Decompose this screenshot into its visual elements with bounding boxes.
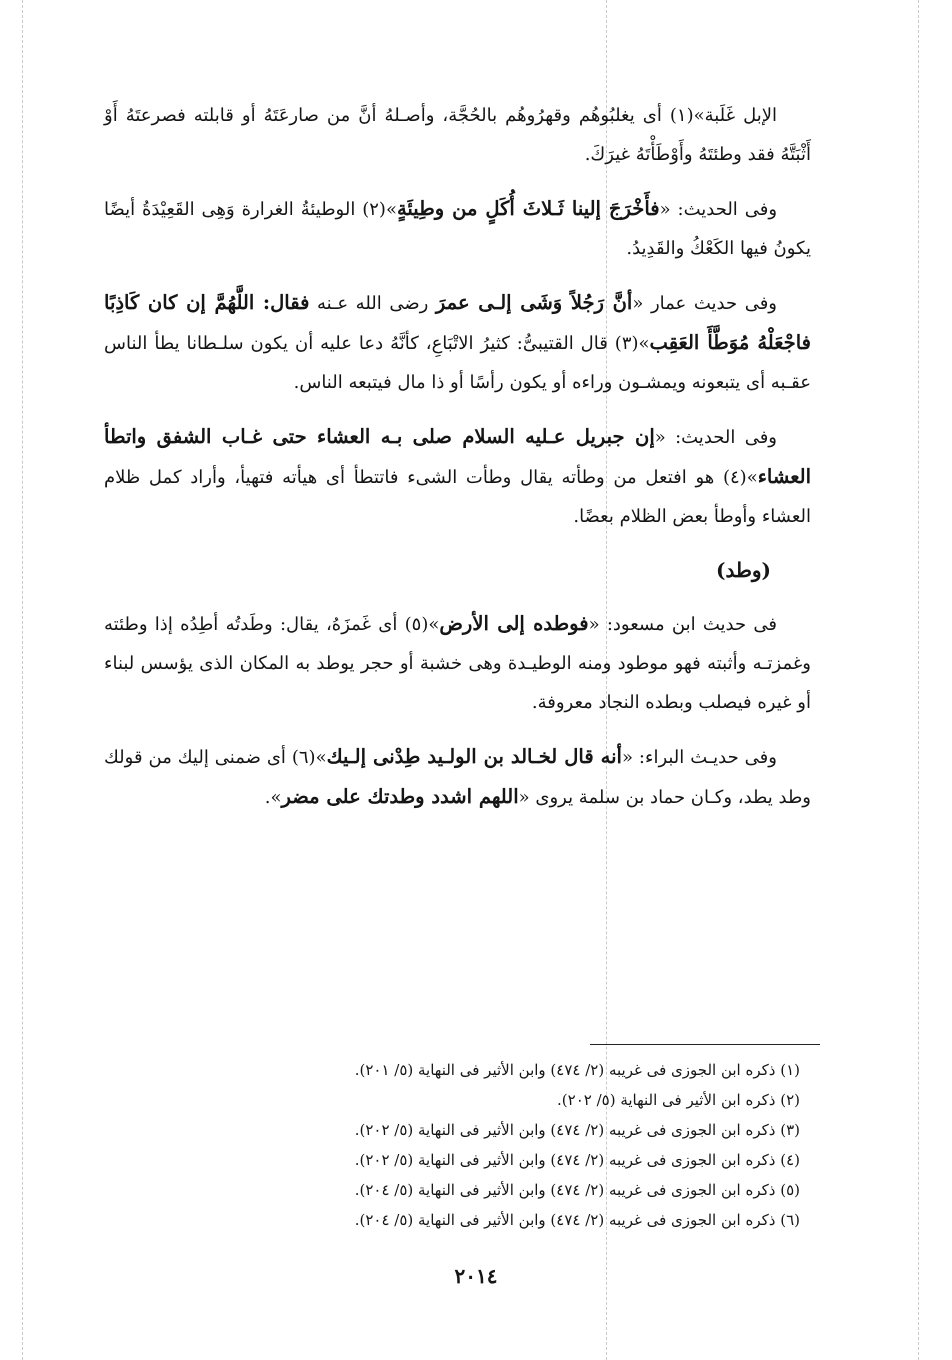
footnote: (١) ذكره ابن الجوزى فى غريبه (٢/ ٤٧٤) وابن الأثير فى النهاية (٥/ ٢٠١). [354,1061,800,1079]
paragraph-text: وفى الحديث: « [659,199,778,220]
paragraph-text: »(٢) الوطيئةُ الغرارة وَهِى القَعِيْدَةُ أيضًا يكونُ فيها الكَعْكُ والقَدِيدُ. [104,199,811,259]
paragraph-text: »(٥) أى غَمزَهُ، يقال: وطَدتُه أطِدُه إذا وطئته وغمزتـه وأثبته فهو موطود ومنه الوطيـدة وهى خشبة أو حجر يوطد به المكان الذى يؤسس لبناء أو غيره فيصلب وبطده النجاد معروفة. [104,614,811,713]
paragraph [104,189,811,268]
footnote: (٣) ذكره ابن الجوزى فى غريبه (٢/ ٤٧٤) وابن الأثير فى النهاية (٥/ ٢٠٢). [354,1121,800,1139]
paragraph [104,96,811,174]
paragraph-group-bottom [104,604,811,817]
footnotes [150,1055,800,1235]
paragraph [104,604,811,722]
paragraph-text: وفى حديـث البراء: « [621,747,777,768]
paragraph-text: وفى الحديث: « [654,427,777,448]
paragraph [104,417,811,536]
hadith-quote: فوطده إلى الأرض [439,612,589,635]
footnote: (٤) ذكره ابن الجوزى فى غريبه (٢/ ٤٧٤) وابن الأثير فى النهاية (٥/ ٢٠٢). [354,1151,800,1169]
hadith-quote: فقال: اللَّهُمَّ إن كان كَاذِبًا فاجْعَلْهُ مُوَطَّأَ العَقِب [104,291,811,354]
scan-fold-line-right [918,0,919,1360]
paragraph-text: وفى حديث عمار « [632,293,777,314]
paragraph-text: الإبل غَلَبة»(١) أى يغلبُوهُم وقهرُوهُم بالحُجَّة، وأصـلهُ أنَّ من صارعَتَهُ أو قابلته فصرعتَهُ أَوْ أَثْبَتَّهُ فقد وطئتَهُ وأَوْطَأْتَهُ غيرَكَ. [104,105,811,165]
hadith-quote: أنه قال لخـالد بن الولـيد طِدْنى إلـيك [326,745,622,768]
section-heading: (وطد) [716,558,771,582]
paragraph-text: ». [264,787,282,808]
paragraph [104,737,811,817]
page-number: ٢٠١٤ [454,1264,498,1288]
paragraph-text: »(٤) هو افتعل من وطأته يقال وطأت الشىء فاتتطأ أى هيأته فتهيأ، وأراد كمل ظلام العشاء وأوطأ بعض الظلام بعضًا. [104,467,811,527]
hadith-quote: إن جبريل عـليه السلام صلى بـه العشاء حتى غـاب الشفق واتطأ العشاء [104,425,811,488]
footnote: (٥) ذكره ابن الجوزى فى غريبه (٢/ ٤٧٤) وابن الأثير فى النهاية (٥/ ٢٠٤). [354,1181,800,1199]
paragraph-text: »(٣) قال القتيبىُّ: كثيرُ الاتْبَاعِ، كأنَّهُ دعا عليه أن يكون سلـطانا يطأ الناس عقـبه أى يتبعونه ويمشـون وراءه أو يكون رأسًا أو ذا مال فيتبعه الناس. [104,333,811,393]
footnote: (٦) ذكره ابن الجوزى فى غريبه (٢/ ٤٧٤) وابن الأثير فى النهاية (٥/ ٢٠٤). [354,1211,800,1229]
footnote-separator [590,1044,820,1045]
paragraph-group-top [104,96,811,536]
hadith-quote: أنَّ رَجُلاً وَشَى إلـى عمرَ [435,291,633,314]
paragraph [104,283,811,402]
paragraph-text: فى حديث ابن مسعود: « [588,614,778,635]
hadith-quote: اللهم اشدد وطدتك على مضر [281,785,519,808]
hadith-quote: فأَخْرَجَ إلينا ثَـلاثَ أُكَلٍ من وطِيئَةٍ [396,197,660,220]
paragraph-text: رضى الله عـنه [309,293,436,314]
main-text [104,96,811,832]
paragraph-text: »(٦) أى ضمنى إليك من قولك وطد يطد، وكـان حماد بن سلمة يروى « [104,747,811,808]
scan-fold-line-left [22,0,23,1360]
footnote: (٢) ذكره ابن الأثير فى النهاية (٥/ ٢٠٢). [557,1091,800,1109]
